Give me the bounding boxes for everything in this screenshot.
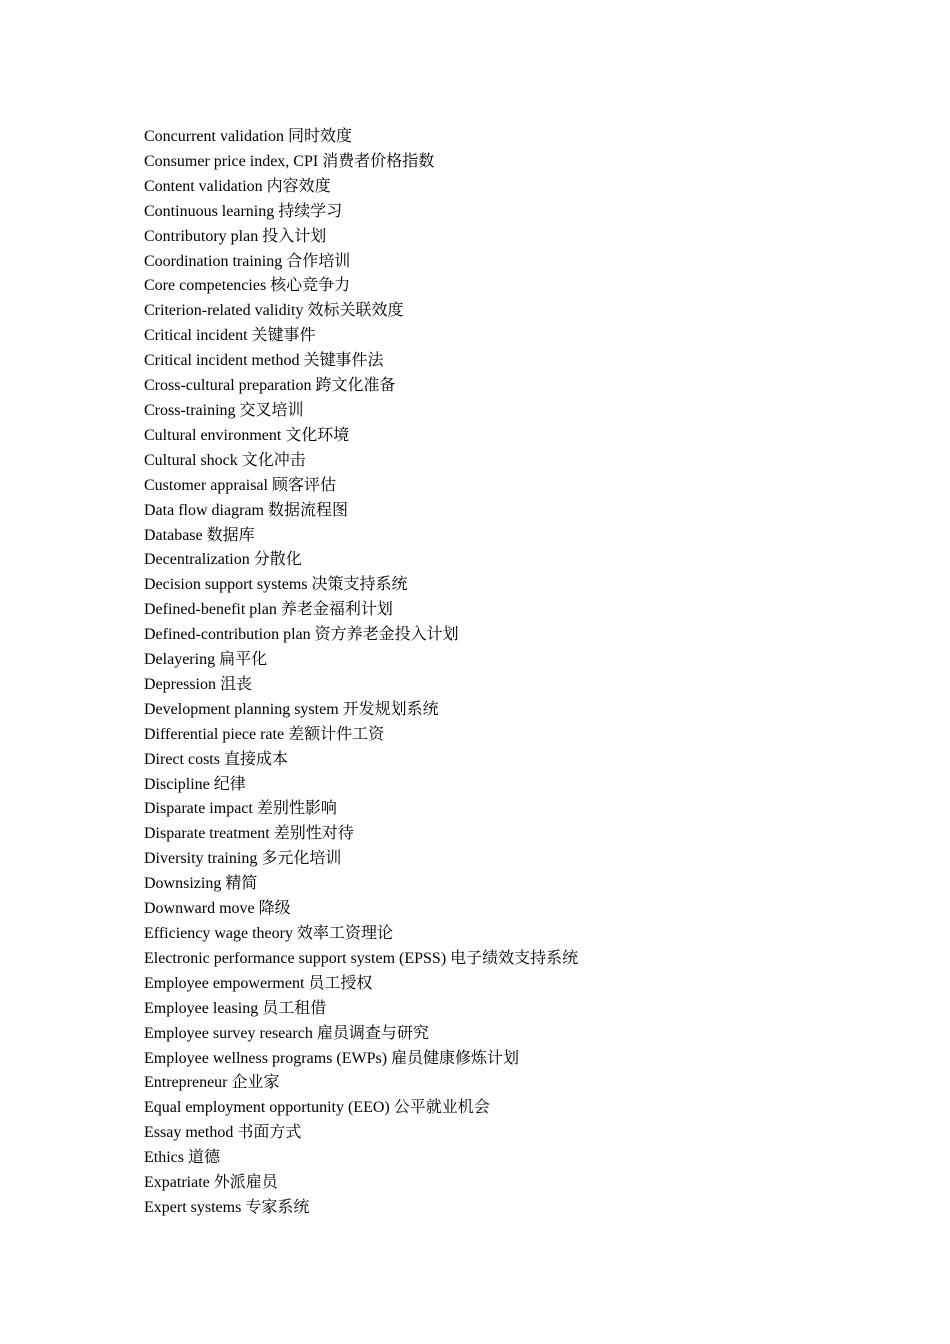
glossary-entry: Contributory plan 投入计划 bbox=[144, 227, 327, 245]
glossary-entry: Core competencies 核心竞争力 bbox=[144, 277, 351, 295]
glossary-entry: Discipline 纪律 bbox=[144, 775, 246, 793]
glossary-entry: Customer appraisal 顾客评估 bbox=[144, 476, 336, 494]
glossary-entry: Employee empowerment 员工授权 bbox=[144, 974, 373, 992]
glossary-entry: Decentralization 分散化 bbox=[144, 551, 302, 569]
glossary-entry: Delayering 扁平化 bbox=[144, 651, 268, 669]
glossary-entry: Diversity training 多元化培训 bbox=[144, 850, 342, 868]
glossary-entry: Direct costs 直接成本 bbox=[144, 750, 288, 768]
glossary-entry: Differential piece rate 差额计件工资 bbox=[144, 725, 385, 743]
glossary-entry: Employee wellness programs (EWPs) 雇员健康修炼计划 bbox=[144, 1049, 520, 1067]
glossary-entry: Equal employment opportunity (EEO) 公平就业机会 bbox=[144, 1099, 490, 1117]
glossary-entry: Decision support systems 决策支持系统 bbox=[144, 576, 408, 594]
glossary-entry: Employee survey research 雇员调查与研究 bbox=[144, 1024, 429, 1042]
glossary-entry: Depression 沮丧 bbox=[144, 675, 252, 693]
glossary-entry: Continuous learning 持续学习 bbox=[144, 202, 343, 220]
glossary-entry: Criterion-related validity 效标关联效度 bbox=[144, 302, 404, 320]
glossary-entry: Defined-contribution plan 资方养老金投入计划 bbox=[144, 626, 459, 644]
glossary-entry: Cross-cultural preparation 跨文化准备 bbox=[144, 377, 396, 395]
glossary-entry: Downward move 降级 bbox=[144, 900, 291, 918]
glossary-entry: Expatriate 外派雇员 bbox=[144, 1174, 278, 1192]
glossary-entry: Employee leasing 员工租借 bbox=[144, 999, 327, 1017]
glossary-entry: Cultural environment 文化环境 bbox=[144, 426, 350, 444]
glossary-entry: Electronic performance support system (EPSS) 电子绩效支持系统 bbox=[144, 949, 579, 967]
glossary-entry: Efficiency wage theory 效率工资理论 bbox=[144, 925, 393, 942]
glossary-entry: Content validation 内容效度 bbox=[144, 177, 331, 195]
glossary-entry: Data flow diagram 数据流程图 bbox=[144, 501, 348, 519]
glossary-entry: Concurrent validation 同时效度 bbox=[144, 128, 352, 145]
glossary-list bbox=[144, 125, 578, 1221]
glossary-entry: Consumer price index, CPI 消费者价格指数 bbox=[144, 152, 435, 170]
glossary-entry: Downsizing 精简 bbox=[144, 875, 258, 893]
glossary-entry: Disparate impact 差别性影响 bbox=[144, 800, 337, 818]
glossary-entry: Coordination training 合作培训 bbox=[144, 252, 351, 270]
glossary-entry: Critical incident method 关键事件法 bbox=[144, 352, 384, 370]
glossary-entry: Critical incident 关键事件 bbox=[144, 327, 316, 345]
glossary-entry: Ethics 道德 bbox=[144, 1149, 220, 1167]
glossary-entry: Disparate treatment 差别性对待 bbox=[144, 825, 354, 843]
glossary-entry: Expert systems 专家系统 bbox=[144, 1198, 310, 1216]
glossary-entry: Defined-benefit plan 养老金福利计划 bbox=[144, 601, 393, 619]
glossary-entry: Database 数据库 bbox=[144, 526, 255, 544]
glossary-entry: Cultural shock 文化冲击 bbox=[144, 451, 306, 469]
glossary-entry: Entrepreneur 企业家 bbox=[144, 1074, 280, 1092]
glossary-entry: Development planning system 开发规划系统 bbox=[144, 700, 439, 718]
glossary-entry: Essay method 书面方式 bbox=[144, 1124, 302, 1142]
glossary-entry: Cross-training 交叉培训 bbox=[144, 401, 304, 419]
